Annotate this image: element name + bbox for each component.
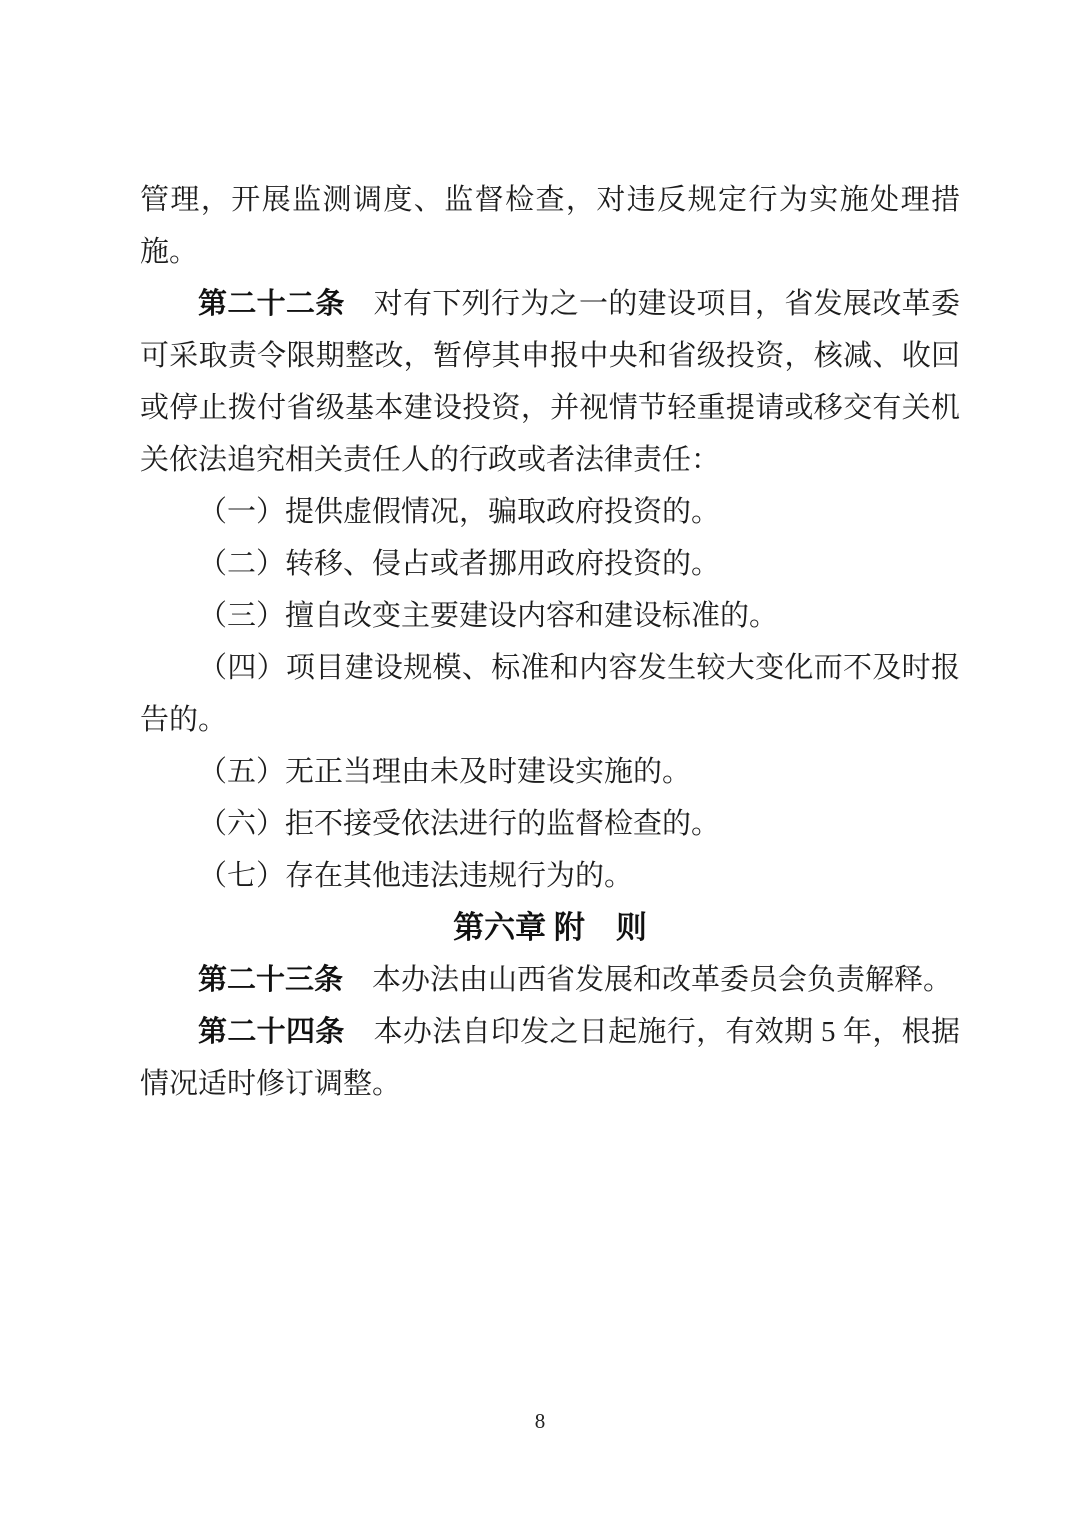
article-24 <box>140 1006 960 1110</box>
article-24-text: 本办法自印发之日起施行，有效期 5 年，根据情况适时修订调整。 <box>140 1016 960 1100</box>
clause-item-6: （六）拒不接受依法进行的监督检查的。 <box>198 808 721 840</box>
article-23 <box>140 954 960 1006</box>
article-22-text: 对有下列行为之一的建设项目，省发展改革委可采取责令限期整改，暂停其申报中央和省级投资，核减、收回或停止拨付省级基本建设投资，并视情节轻重提请或移交有关机关依法追究相关责任人的行政或者法律责任： <box>140 288 960 476</box>
paragraph-continuation: 管理，开展监测调度、监督检查，对违反规定行为实施处理措施。 <box>140 184 960 268</box>
document-body <box>140 174 960 1110</box>
clause-item-3: （三）擅自改变主要建设内容和建设标准的。 <box>198 600 779 632</box>
clause-item-4: （四）项目建设规模、标准和内容发生较大变化而不及时报告的。 <box>140 652 960 736</box>
clause-item-1: （一）提供虚假情况，骗取政府投资的。 <box>198 496 721 528</box>
clause-item-7: （七）存在其他违法违规行为的。 <box>198 860 634 892</box>
clause-item-2: （二）转移、侵占或者挪用政府投资的。 <box>198 548 721 580</box>
chapter-heading: 第六章 附 则 <box>453 910 647 945</box>
clause-item-5: （五）无正当理由未及时建设实施的。 <box>198 756 692 788</box>
article-22 <box>140 278 960 486</box>
article-24-label: 第二十四条 <box>198 1016 345 1048</box>
article-22-label: 第二十二条 <box>198 288 345 320</box>
article-23-text: 本办法由山西省发展和改革委员会负责解释。 <box>372 964 953 996</box>
article-23-label: 第二十三条 <box>198 964 344 996</box>
page-number: 8 <box>534 1409 546 1433</box>
